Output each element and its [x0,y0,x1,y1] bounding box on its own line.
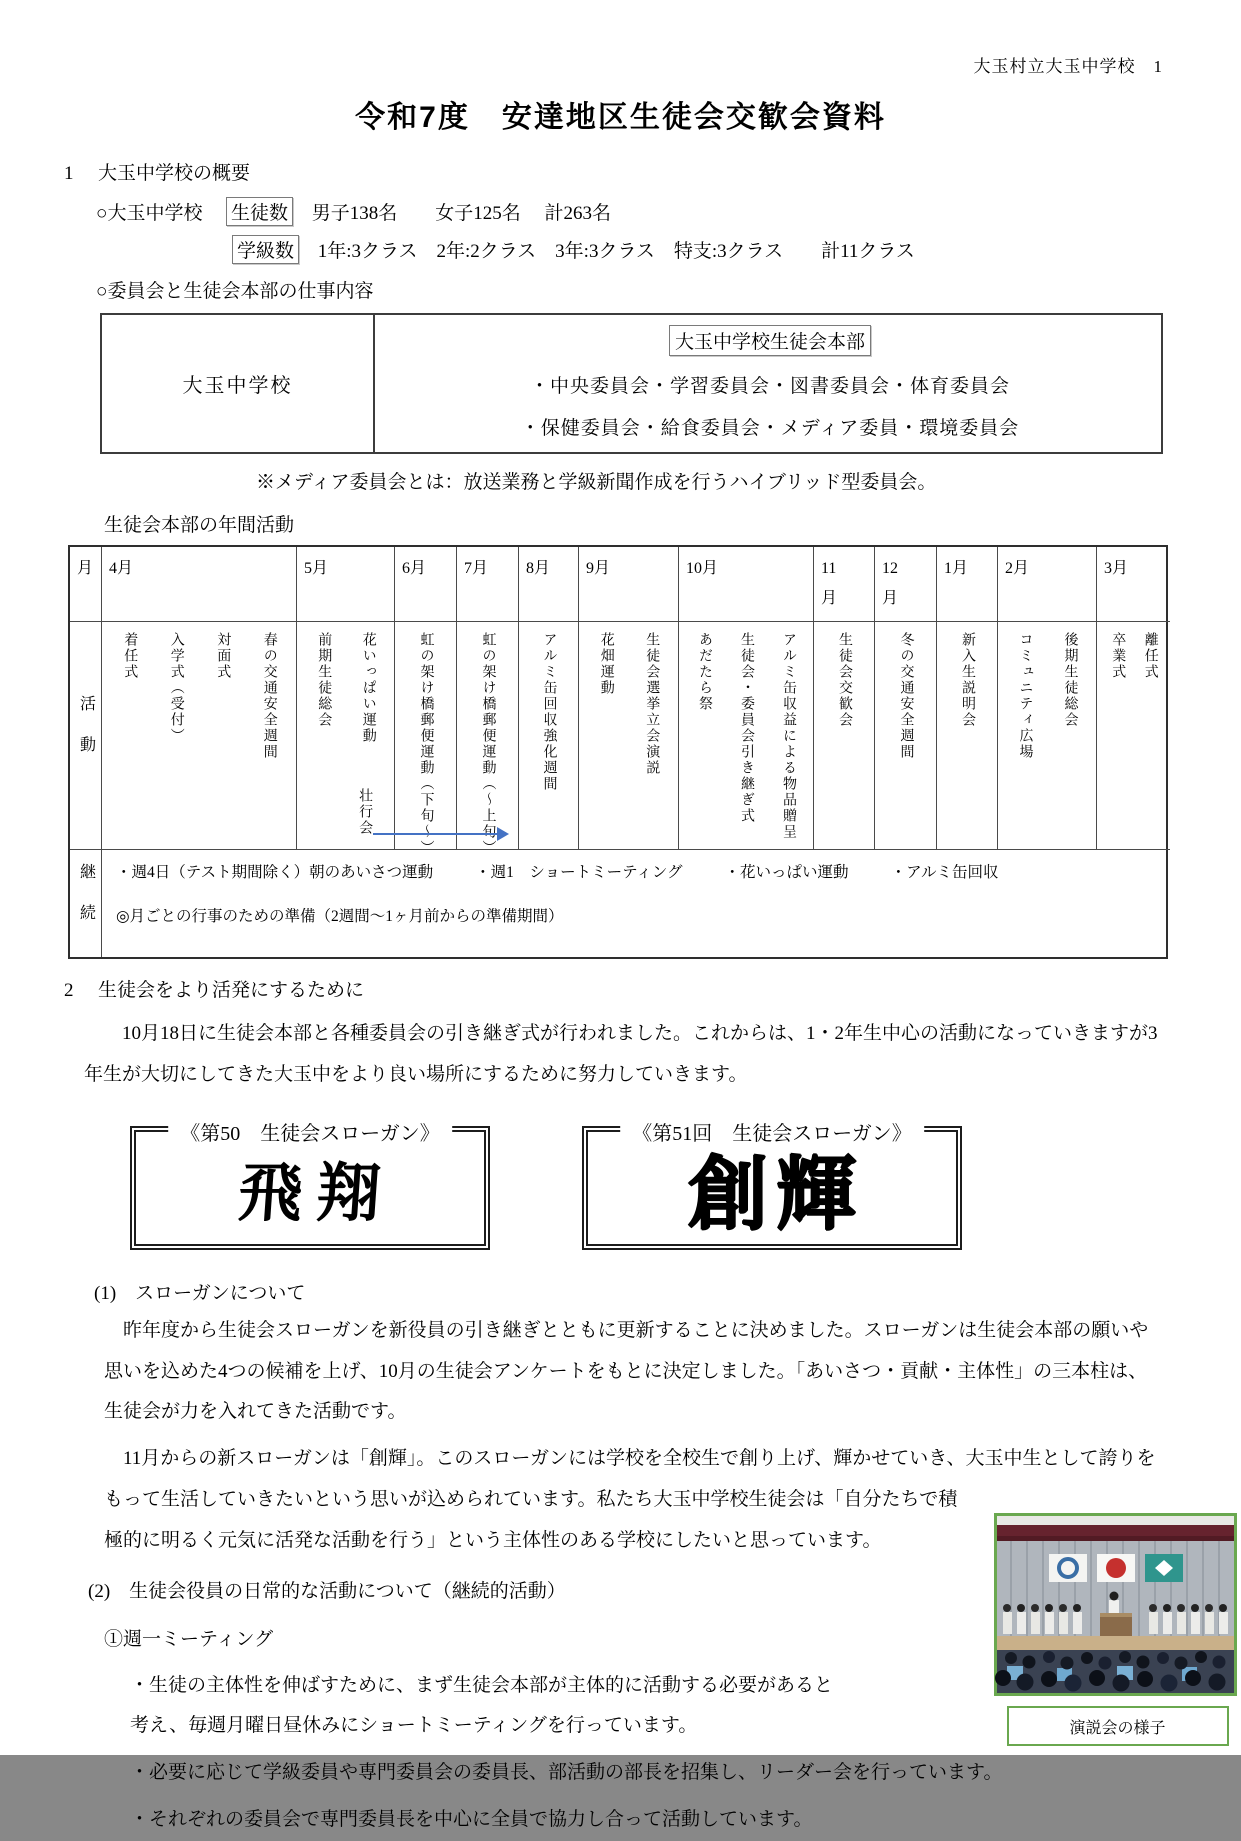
document-title: 令和7度 安達地区生徒会交歓会資料 [355,101,886,134]
annual-activity-table [68,545,1168,959]
month-header-apr [102,547,297,622]
month-label: 8月 [526,560,551,577]
photo-caption-box: 演説会の様子 [1007,1706,1229,1746]
sub2-heading: (2) 生徒会役員の日常的な活動について（継続的活動） [88,1580,566,1602]
month-label: 11月 [821,560,838,608]
sub1-heading: (1) スローガンについて [94,1282,306,1304]
month-label: 4月 [109,560,134,577]
month-header-aug [519,547,579,622]
students-value: 男子138名 女子125名 計263名 [311,203,612,224]
month-header-nov [814,547,875,622]
section1-heading [64,158,1241,185]
activity-item: アルミ缶収益による物品贈呈 [781,632,797,840]
committee-table-school-cell: 大玉中学校 [102,315,375,452]
continuous-item: ・アルミ缶回収 [890,864,999,881]
annual-activities-heading: 生徒会本部の年間活動 [104,515,295,536]
section2-number: 2 [64,980,74,1001]
activity-item: 着任式 [122,632,138,680]
continuous-activities-cell [102,850,1170,957]
activities-dec [875,622,937,850]
activity-item: 冬の交通安全週間 [898,632,914,760]
section2-intro-paragraph: 10月18日に生徒会本部と各種委員会の引き継ぎ式が行われました。これからは、1・2年生中心の活動になっていきますが3年生が大切にしてきた大玉中をより良い場所にするために努力していきます。 [84,1023,1158,1085]
committee-row-2: ・保健委員会・給食委員会・メディア委員・環境委員会 [520,418,1020,439]
month-label: 9月 [586,560,611,577]
classes-label-box: 学級数 [232,235,299,264]
month-label: 3月 [1104,560,1129,577]
activity-item: 生徒会交歓会 [837,632,853,728]
activities-sep [579,622,679,850]
month-header-jun [395,547,457,622]
section2-heading [64,975,1241,1002]
activity-item: 対面式 [215,632,231,680]
school-name-prefix: ○大玉中学校 [96,203,203,224]
speech-event-photo-image [997,1516,1234,1693]
month-label: 6月 [402,560,427,577]
continuous-row-label-cell [70,850,102,957]
page-header-school-name: 大玉村立大玉中学校 1 [973,57,1163,76]
month-corner-label: 月 [77,560,94,577]
committee-section-heading: ○委員会と生徒会本部の仕事内容 [96,281,374,302]
soukoukai-arrow-head-icon [497,827,509,841]
month-label: 1月 [944,560,969,577]
month-header-mar [1097,547,1170,622]
soukoukai-note: 壮行会 [357,788,373,836]
bullet-leader-meeting: ・必要に応じて学級委員や専門委員会の委員長、部活動の部長を招集し、リーダー会を行っています。 [130,1762,1003,1784]
slogan-51-text: 創輝 [688,1150,864,1240]
section1-heading-text: 大玉中学校の概要 [98,163,251,184]
section2-heading-text: 生徒会をより活発にするために [98,980,365,1001]
committee-table [100,313,1163,454]
continuous-item: ・週1 ショートミーティング [475,864,683,881]
soukoukai-period-arrow-icon [373,833,499,835]
sub1-paragraph-2: 11月からの新スローガンは「創輝」。このスローガンには学校を全校生で創り上げ、輝かせていき、大玉中生として誇りをもって生活していきたいという思いが込められています。私たち大玉中学校生徒会は「自分たちで積極的に明るく元気に活発な活動を行う」という主体性のある学校にしたいと思っています。 [104,1448,1156,1551]
activity-item: 離任式 [1142,632,1158,680]
committee-row-1: ・中央委員会・学習委員会・図書委員会・体育委員会 [529,376,1010,397]
committee-table-detail-cell [375,315,1165,452]
activities-jun [395,622,457,856]
activities-nov [814,622,875,850]
classes-value: 1年:3クラス 2年:2クラス 3年:3クラス 特支:3クラス 計11クラス [317,241,915,262]
sub1-paragraph-1: 昨年度から生徒会スローガンを新役員の引き継ぎとともに更新することに決めました。スローガンは生徒会本部の願いや思いを込めた4つの候補を上げ、10月の生徒会アンケートをもとに決定しました。「あいさつ・貢献・主体性」の三本柱は、生徒会が力を入れてきた活動です。 [104,1319,1149,1423]
month-label: 7月 [464,560,489,577]
activity-item: コミュニティ広場 [1017,632,1033,760]
month-label: 10月 [686,560,719,577]
activity-item: 卒業式 [1110,632,1126,680]
slogan-box-51st [582,1122,962,1250]
month-header-sep [579,547,679,622]
activities-apr [102,622,297,850]
slogan-51-title: 《第51回 生徒会スローガン》 [620,1117,924,1146]
class-count-line [232,235,1241,264]
activity-item: 後期生徒総会 [1062,632,1078,728]
slogan-50-text: 飛翔 [236,1157,398,1229]
month-header-jan [937,547,998,622]
slogan-boxes-row [130,1122,1241,1250]
month-corner-cell [70,547,102,622]
activity-item: アルミ缶回収強化週間 [541,632,557,792]
activities-jan [937,622,998,850]
speech-event-photo [994,1513,1237,1696]
bullet-committee-cooperation: ・それぞれの委員会で専門委員長を中心に全員で協力し合って活動しています。 [130,1809,813,1831]
slogan-box-50th [130,1122,490,1250]
continuous-item: ・週4日（テスト期間除く）朝のあいさつ運動 [116,864,434,881]
activity-item: 生徒会・委員会引き継ぎ式 [739,632,755,824]
activity-item: 花畑運動 [598,632,614,696]
month-label: 2月 [1005,560,1030,577]
activity-item: あだたら祭 [697,632,713,712]
activities-may [297,622,395,850]
photo-block [994,1513,1241,1746]
annual-activity-table-wrapper [68,545,1168,959]
activity-item: 新入生説明会 [960,632,976,728]
activity-item: 春の交通安全週間 [261,632,277,760]
media-committee-note: ※メディア委員会とは：放送業務と学級新聞作成を行うハイブリッド型委員会。 [256,472,937,493]
month-header-dec [875,547,937,622]
month-header-feb [998,547,1097,622]
students-label-box: 生徒数 [226,197,293,226]
activity-item: 虹の架け橋郵便運動（～上旬） [480,632,496,856]
slogan-50-title: 《第50 生徒会スローガン》 [168,1117,452,1146]
month-header-may [297,547,395,622]
month-label: 12月 [882,560,899,608]
activity-item: 生徒会選挙立会演説 [644,632,660,776]
activity-row-label-cell [70,622,102,850]
activity-item: 花いっぱい運動 [360,632,376,744]
sub2-item1-heading: ①週一ミーティング [104,1628,274,1650]
activity-item: 入学式（受付） [168,632,184,744]
month-header-oct [679,547,814,622]
activities-oct [679,622,814,850]
month-label: 5月 [304,560,329,577]
activity-item: 虹の架け橋郵便運動（下旬～） [418,632,434,856]
continuous-row-label: 継続 [77,862,95,945]
activities-feb [998,622,1097,850]
student-council-hq-box: 大玉中学校生徒会本部 [669,325,871,356]
section1-number: 1 [64,163,74,184]
activity-item: 前期生徒総会 [316,632,332,728]
activities-mar [1097,622,1170,850]
continuous-item: ・花いっぱい運動 [724,864,849,881]
continuous-line-1 [116,860,1170,882]
bullet-weekly-meeting: ・生徒の主体性を伸ばすために、まず生徒会本部が主体的に活動する必要があると考え、毎週月曜日昼休みにショートミーティングを行っています。 [130,1674,834,1737]
continuous-line-2: ◎月ごとの行事のための準備（2週間～1ヶ月前からの準備期間） [116,908,564,925]
activities-aug [519,622,579,850]
activities-jul [457,622,519,856]
month-header-jul [457,547,519,622]
students-count-line [96,197,1241,226]
activity-row-label: 活動 [77,694,95,777]
